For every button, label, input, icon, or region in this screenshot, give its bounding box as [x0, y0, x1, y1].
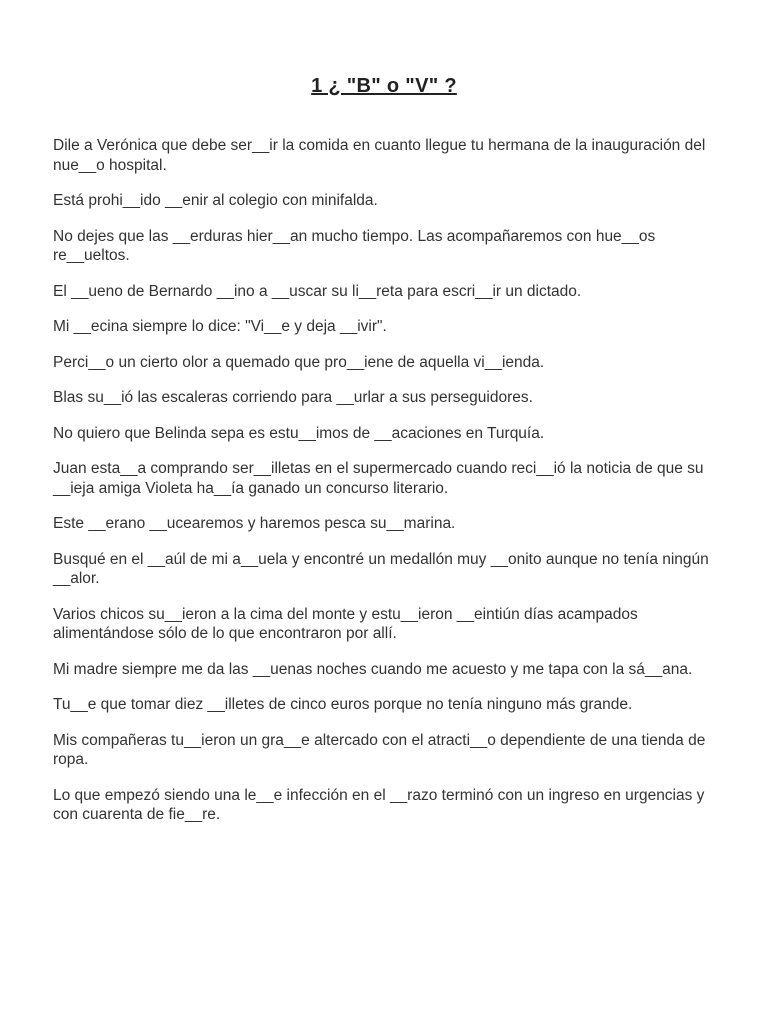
exercise-sentence: Mis compañeras tu__ieron un gra__e altercado con el atracti__o dependiente de una tienda de ropa.	[53, 731, 706, 768]
exercise-sentence: Tu__e que tomar diez __illetes de cinco euros porque no tenía ninguno más grande.	[53, 696, 633, 713]
exercise-sentence: Mi madre siempre me da las __uenas noches cuando me acuesto y me tapa con la sá__ana.	[53, 660, 693, 678]
exercise-sentence: Busqué en el __aúl de mi a__uela y encontré un medallón muy __onito aunque no tenía ningún __alor.	[53, 550, 709, 587]
exercise-sentence: Varios chicos su__ieron a la cima del monte y estu__ieron __eintiún días acampados alimentándose sólo de lo que encontraron por allí.	[53, 605, 638, 642]
exercise-sentence: Blas su__ió las escaleras corriendo para __urlar a sus perseguidores.	[53, 389, 533, 406]
exercise-sentence: No quiero que Belinda sepa es estu__imos de __acaciones en Turquía.	[53, 424, 545, 442]
exercise-sentence: Mi __ecina siempre lo dice: "Vi__e y deja __ivir".	[53, 318, 387, 335]
exercise-sentence: No dejes que las __erduras hier__an mucho tiempo. Las acompañaremos con hue__os re__ueltos.	[53, 227, 656, 264]
exercise-sentence: Juan esta__a comprando ser__illetas en el supermercado cuando reci__ió la noticia de que su __ieja amiga Violeta ha__ía ganado un concurso literario.	[53, 460, 704, 497]
exercise-sentence: Perci__o un cierto olor a quemado que pro__iene de aquella vi__ienda.	[53, 353, 545, 371]
exercise-sentence: Lo que empezó siendo una le__e infección en el __razo terminó con un ingreso en urgencias y con cuarenta de fie__re.	[53, 786, 705, 823]
exercise-sentence: El __ueno de Bernardo __ino a __uscar su li__reta para escri__ir un dictado.	[53, 282, 582, 300]
exercise-sentence: Está prohi__ido __enir al colegio con minifalda.	[53, 192, 378, 209]
exercise-list	[53, 136, 723, 841]
page-title: 1 ¿ "B" o "V" ?	[311, 75, 457, 97]
exercise-sentence: Dile a Verónica que debe ser__ir la comida en cuanto llegue tu hermana de la inauguración del nue__o hospital.	[53, 137, 706, 174]
exercise-sentence: Este __erano __ucearemos y haremos pesca su__marina.	[53, 515, 456, 532]
